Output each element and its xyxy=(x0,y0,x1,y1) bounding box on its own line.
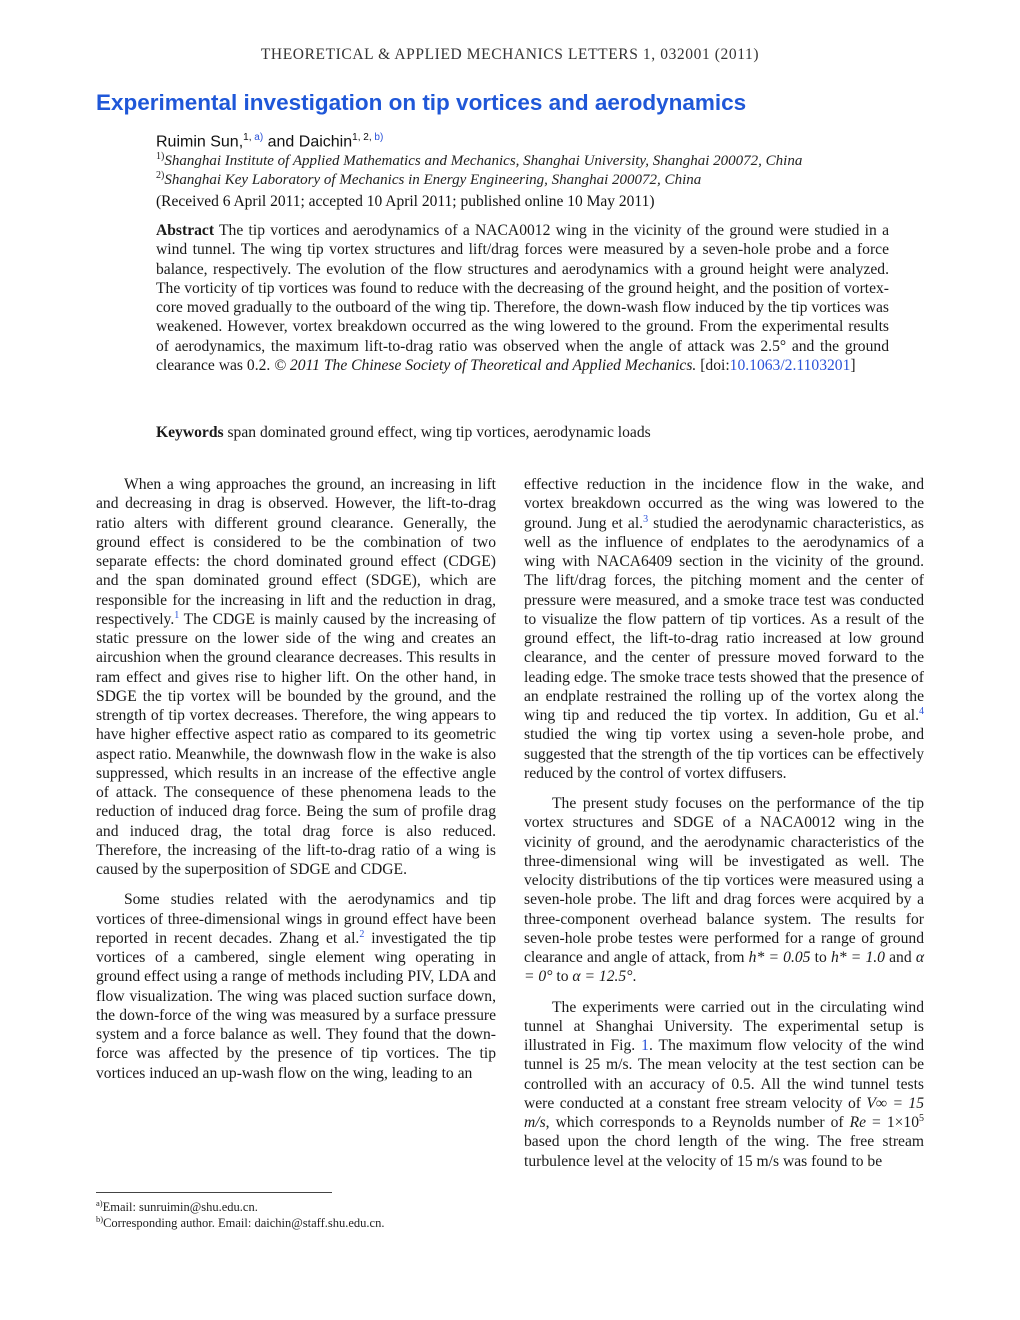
author-name-1: Ruimin Sun, xyxy=(156,133,244,151)
citation-link[interactable]: 2 xyxy=(359,928,365,940)
math-expression: V∞ = 15 m/s xyxy=(524,1094,924,1131)
keywords xyxy=(156,424,889,442)
author-2-footnote-link[interactable]: b) xyxy=(374,132,384,143)
abstract-label: Abstract xyxy=(156,222,215,239)
math-expression: α = 0° xyxy=(524,949,925,986)
affiliation-2: $^{2)}$Shanghai Key Laboratory of Mechanics in Energy Engineering, Shanghai 200072, China xyxy=(156,170,702,188)
paragraph: effective reduction in the incidence flow in the wake, and vortex breakdown occurred as the wing was lowered to the ground. Jung et al.$^3$ studied the aerodynamic characteristics, as well as the influence of endplates to the aerodynamics of a wing with NACA6409 section in the vicinity of the ground. The lift/drag forces, the pitching moment and the center of pressure were measured, and a smoke trace test was conducted to visualize the flow pattern of tip vortices. As a result of the ground effect, the lift-to-drag ratio increased at low ground clearance, and the center of pressure moved forward to the leading edge. The smoke trace tests showed that the presence of an endplate restrained the rolling up of the vortex along the wing tip and reduced the tip vortex. In addition, Gu et al.$^4$ studied the wing tip vortex using a seven-hole probe, and suggested that the strength of the tip vortices can be effectively reduced by the control of vortex diffusers. xyxy=(524,476,924,782)
citation-link[interactable]: 4 xyxy=(919,705,924,717)
footnote-divider xyxy=(96,1192,332,1193)
footnote-b: $^{b)}$Corresponding author. Email: daichin@staff.shu.edu.cn. xyxy=(96,1214,385,1231)
citation-link[interactable]: 3 xyxy=(643,513,649,525)
abstract-text: The tip vortices and aerodynamics of a NACA0012 wing in the vicinity of the ground were studied in a wind tunnel. The wing tip vortex structures and lift/drag forces were measured by a seven-hole probe and a force balance, respectively. The evolution of the flow structures and aerodynamics with a ground height were analyzed. The vorticity of tip vortices was found to reduce with the decreasing of the ground height, and the position of vortex-core moved gradually to the outboard of the wing tip. Therefore, the down-wash flow induced by the tip vortices was weakened. However, vortex breakdown occurred as the wing lowered to the ground. From the experimental results of aerodynamics, the maximum lift-to-drag ratio was observed when the angle of attack was 2.5° and the ground clearance was 0.2. xyxy=(156,222,889,374)
keywords-label: Keywords xyxy=(156,424,224,441)
doi-link[interactable]: 10.1063/2.1103201 xyxy=(729,356,851,374)
author-2-affil-marks: 1, 2, b) xyxy=(352,132,384,143)
figure-link[interactable]: 1 xyxy=(641,1037,649,1054)
received-dates: (Received 6 April 2011; accepted 10 April 2011; published online 10 May 2011) xyxy=(156,193,655,210)
author-name-2: and Daichin xyxy=(263,133,353,151)
running-head: THEORETICAL & APPLIED MECHANICS LETTERS 1, 032001 (2011) xyxy=(260,46,760,63)
paragraph: The experiments were carried out in the circulating wind tunnel at Shanghai University. The experimental setup is illustrated in Fig. 1. The maximum flow velocity of the wind tunnel is 25 m/s. The mean velocity at the test section can be controlled with an accuracy of 0.5. All the wind tunnel tests were conducted at a constant free stream velocity of V∞ = 15 m/s, which corresponds to a Reynolds number of $Re = 1\times 10^5$ based upon the chord length of the wing. The free stream turbulence level at the velocity of 15 m/s was found to be xyxy=(524,998,924,1170)
abstract: Abstract The tip vortices and aerodynamics of a NACA0012 wing in the vicinity of the ground were studied in a wind tunnel. The wing tip vortex structures and lift/drag forces were measured by a seven-hole probe and a force balance, respectively. The evolution of the flow structures and aerodynamics with a ground height were analyzed. The vorticity of tip vortices was found to reduce with the decreasing of the ground height, and the position of vortex-core moved gradually to the outboard of the wing tip. Therefore, the down-wash flow induced by the tip vortices was weakened. However, vortex breakdown occurred as the wing lowered to the ground. From the experimental results of aerodynamics, the maximum lift-to-drag ratio was observed when the angle of attack was 2.5° and the ground clearance was 0.2. © 2011 The Chinese Society of Theoretical and Applied Mechanics. [doi:10.1063/2.1103201] xyxy=(156,222,889,374)
article-title: Experimental investigation on tip vortices and aerodynamics xyxy=(96,90,747,115)
copyright-notice: © 2011 The Chinese Society of Theoretical and Applied Mechanics. xyxy=(274,356,697,374)
math-expression: h* = 1.0 xyxy=(830,949,885,966)
body-column-left xyxy=(96,475,496,1094)
keywords-text: span dominated ground effect, wing tip vortices, aerodynamic loads xyxy=(223,424,651,441)
paragraph: Some studies related with the aerodynamics and tip vortices of three-dimensional wings in ground effect have been reported in recent decades. Zhang et al.$^2$ investigated the tip vortices of a cambered, single element wing operating in ground effect using a range of methods including PIV, LDA and flow visualization. The wing was placed suction surface down, the down-force of the wing was measured by a surface pressure system and a force balance as well. They found that the down-force was affected by the presence of tip vortices. The tip vortices induced an up-wash flow on the wing, leading to an xyxy=(96,891,496,1082)
math-expression: α = 12.5° xyxy=(572,968,633,986)
author-line xyxy=(156,132,383,151)
paragraph: When a wing approaches the ground, an increasing in lift and decreasing in drag is observed. However, the lift-to-drag ratio alters with different ground clearance. Generally, the ground effect is considered to be the combination of two separate effects: the chord dominated ground effect (CDGE) and the span dominated ground effect (SDGE), which are responsible for the increasing in lift and the reduction in drag, respectively.$^1$ The CDGE is mainly caused by the increasing of static pressure on the lower side of the wing and creates an aircushion when the ground clearance decreases. This results in ram effect and gives rise to higher lift. On the other hand, in SDGE the tip vortex will be bounded by the ground, and the strength of tip vortex decreases. Therefore, the wing appears to have higher effective aspect ratio as compared to its geometric aspect ratio. Meanwhile, the downwash flow in the wake is also suppressed, which results in an increase of the effective angle of attack. The consequence of these phenomena leads to the reduction of induced drag force. Being the sum of profile drag and induced drag, the total drag force is also reduced. Therefore, the increasing of the lift-to-drag ratio of a wing is caused by the superposition of SDGE and CDGE. xyxy=(96,476,496,878)
author-1-footnote-link[interactable]: a) xyxy=(254,132,264,143)
paragraph: The present study focuses on the performance of the tip vortex structures and SDGE of a NACA0012 wing in the vicinity of ground, and the aerodynamic characteristics of the three-dimensional wing will be investigated as well. The velocity distributions of the tip vortices were measured using a seven-hole probe. The lift and drag forces were acquired by a three-component overhead balance system. The results for seven-hole probe testes were performed for a range of ground clearance and angle of attack, from h* = 0.05 to h* = 1.0 and α = 0° to α = 12.5°. xyxy=(524,795,925,986)
body-column-right xyxy=(524,475,924,1182)
citation-link[interactable]: 1 xyxy=(174,609,180,621)
math-expression: Re xyxy=(849,1114,867,1131)
math-expression: h* = 0.05 xyxy=(748,949,811,966)
author-1-affil-marks: 1, a) xyxy=(243,132,264,143)
footnote-a: $^{a)}$Email: sunruimin@shu.edu.cn. xyxy=(96,1198,258,1215)
affiliation-1: $^{1)}$Shanghai Institute of Applied Mathematics and Mechanics, Shanghai University, Shanghai 200072, China xyxy=(156,151,803,169)
